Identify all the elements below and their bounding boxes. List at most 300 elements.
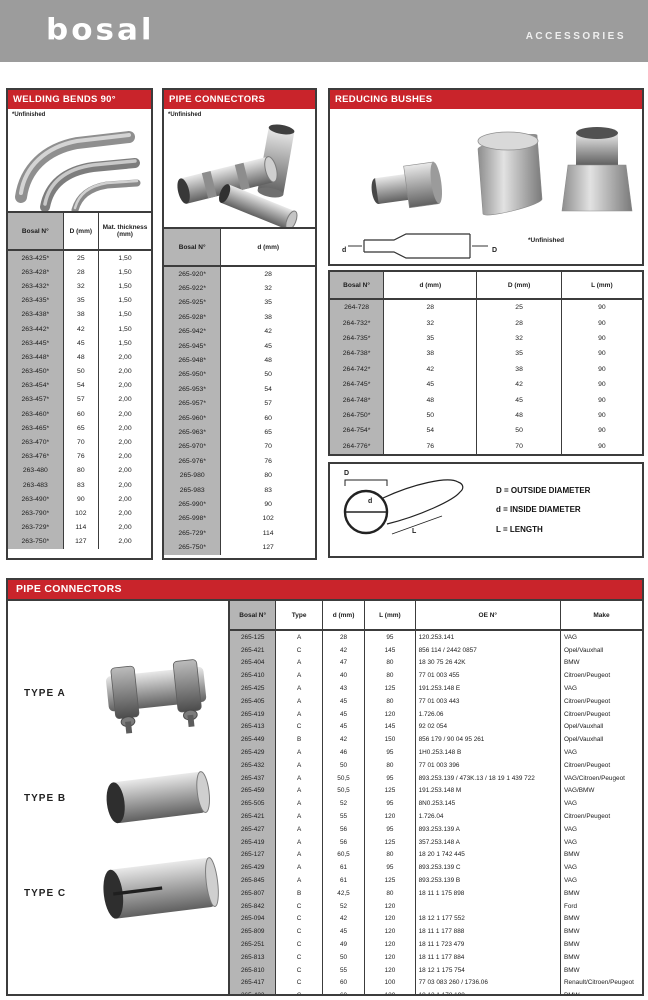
table-cell: 38 xyxy=(477,362,561,377)
table-cell: BMW xyxy=(560,887,642,900)
table-cell: VAG xyxy=(560,874,642,887)
table-cell: 856 114 / 2442 0857 xyxy=(415,644,560,657)
panel-reducing-bushes xyxy=(328,88,644,266)
table-cell: 150 xyxy=(365,733,415,746)
table-cell: 70 xyxy=(63,435,98,449)
table-cell: 35 xyxy=(221,296,315,310)
column-header: Type xyxy=(276,601,322,630)
table-cell: VAG xyxy=(560,797,642,810)
table-cell: 265-449 xyxy=(230,733,276,746)
table-cell: A xyxy=(276,657,322,670)
brand-logo: bosal xyxy=(46,12,155,48)
table-cell: 90 xyxy=(561,362,642,377)
table-row xyxy=(8,506,151,520)
table-cell: VAG xyxy=(560,823,642,836)
table-row xyxy=(230,900,642,913)
table-cell: 357.253.148 A xyxy=(415,836,560,849)
table-cell: 2,00 xyxy=(99,478,152,492)
table-cell: 80 xyxy=(365,887,415,900)
table-cell: Opel/Vauxhall xyxy=(560,721,642,734)
table-cell: A xyxy=(276,874,322,887)
table-cell: 32 xyxy=(384,315,477,330)
table-cell: 114 xyxy=(63,521,98,535)
table-cell: 56 xyxy=(322,823,364,836)
table-cell: 28 xyxy=(63,265,98,279)
table-cell: 265-925* xyxy=(164,296,221,310)
table-cell: 120 xyxy=(365,810,415,823)
table-row xyxy=(8,336,151,350)
table-cell: 265-729* xyxy=(164,526,221,540)
table-row xyxy=(8,279,151,293)
table-row xyxy=(330,299,642,315)
table-row xyxy=(330,408,642,423)
table-cell: 60 xyxy=(63,407,98,421)
table-row xyxy=(330,392,642,407)
table-cell: 56 xyxy=(322,836,364,849)
table-cell: 1,50 xyxy=(99,265,152,279)
table-header-row xyxy=(164,228,315,266)
table-cell: 76 xyxy=(221,454,315,468)
table-cell: 263-457* xyxy=(8,393,63,407)
table-cell: 120 xyxy=(365,938,415,951)
connector-types-pane xyxy=(8,601,228,994)
table-cell: 264-745* xyxy=(330,377,384,392)
table-cell: 18 11 1 177 888 xyxy=(415,925,560,938)
table-row xyxy=(164,325,315,339)
table-cell: 265-429 xyxy=(230,746,276,759)
table-cell: 55 xyxy=(322,810,364,823)
table-row xyxy=(164,440,315,454)
table-cell: A xyxy=(276,785,322,798)
table-row xyxy=(8,450,151,464)
table-row xyxy=(230,759,642,772)
table-cell: 265-970* xyxy=(164,440,221,454)
table-cell: 90 xyxy=(561,346,642,361)
pipe-connectors-main-table-wrap xyxy=(228,601,642,994)
table-cell: 265-421 xyxy=(230,810,276,823)
table-cell: 265-419 xyxy=(230,708,276,721)
table-cell: A xyxy=(276,682,322,695)
diagram-label-d: d xyxy=(342,247,347,254)
table-row xyxy=(8,308,151,322)
table-row xyxy=(164,310,315,324)
table-cell: 125 xyxy=(365,785,415,798)
section-banner: PIPE CONNECTORS xyxy=(8,580,642,601)
table-cell: A xyxy=(276,746,322,759)
table-cell: 265-998* xyxy=(164,512,221,526)
table-cell: 263-435* xyxy=(8,294,63,308)
table-row xyxy=(164,397,315,411)
table-cell: 265-980 xyxy=(164,468,221,482)
table-cell: 263-465* xyxy=(8,421,63,435)
table-cell: 856 179 / 90 04 95 261 xyxy=(415,733,560,746)
table-cell: A xyxy=(276,630,322,644)
table-cell: 125 xyxy=(365,682,415,695)
table-row xyxy=(164,540,315,554)
table-cell: 60,5 xyxy=(322,849,364,862)
table-cell: 18 20 1 742 445 xyxy=(415,849,560,862)
table-row xyxy=(164,353,315,367)
table-cell: 265-437 xyxy=(230,772,276,785)
table-cell: 120 xyxy=(365,989,415,996)
table-cell: C xyxy=(276,938,322,951)
table-cell: 50 xyxy=(384,408,477,423)
table-row xyxy=(330,315,642,330)
diagram-label-D: D xyxy=(492,247,498,254)
panel-pipe-connectors-small xyxy=(162,88,317,560)
table-cell: 50,5 xyxy=(322,772,364,785)
table-cell: 45 xyxy=(221,339,315,353)
table-cell: 125 xyxy=(365,874,415,887)
table-row xyxy=(8,435,151,449)
table-cell: 265-417 xyxy=(230,977,276,990)
column-header: OE N° xyxy=(415,601,560,630)
table-cell: 47 xyxy=(322,657,364,670)
table-cell: 100 xyxy=(365,977,415,990)
table-cell: 80 xyxy=(365,657,415,670)
table-cell: 120.253.141 xyxy=(415,630,560,644)
type-c-photo xyxy=(86,849,228,937)
table-cell: 265-928* xyxy=(164,310,221,324)
table-row xyxy=(8,535,151,549)
table-row xyxy=(330,331,642,346)
table-cell: VAG xyxy=(560,746,642,759)
legend-line-L: L = LENGTH xyxy=(496,524,543,534)
table-cell: VAG xyxy=(560,836,642,849)
table-cell: 57 xyxy=(221,397,315,411)
table-row xyxy=(330,346,642,361)
sketch-label-d: d xyxy=(368,498,373,505)
table-cell: 45 xyxy=(63,336,98,350)
reducing-bushes-table-box xyxy=(328,270,644,456)
dimension-legend-box xyxy=(328,462,644,558)
panel-welding-bends xyxy=(6,88,153,560)
table-cell: A xyxy=(276,708,322,721)
table-cell: BMW xyxy=(560,964,642,977)
table-cell: 265-404 xyxy=(230,657,276,670)
table-cell: 54 xyxy=(384,423,477,438)
table-cell: 18 11 1 723 479 xyxy=(415,938,560,951)
table-cell: 2,00 xyxy=(99,365,152,379)
table-row xyxy=(230,746,642,759)
table-row xyxy=(8,365,151,379)
table-cell: 120 xyxy=(365,964,415,977)
table-cell: 263-476* xyxy=(8,450,63,464)
table-cell: 263-432* xyxy=(8,279,63,293)
column-header: d (mm) xyxy=(384,272,477,299)
table-cell: 893.253.139 B xyxy=(415,874,560,887)
table-cell: 50 xyxy=(63,365,98,379)
table-cell: 80 xyxy=(365,695,415,708)
table-cell xyxy=(415,900,560,913)
table-cell: 1,50 xyxy=(99,336,152,350)
table-cell: Citroen/Peugeot xyxy=(560,759,642,772)
table-cell: A xyxy=(276,695,322,708)
table-row xyxy=(8,350,151,364)
table-cell: 263-460* xyxy=(8,407,63,421)
table-cell: 18 11 1 175 898 xyxy=(415,887,560,900)
table-cell: 265-750* xyxy=(164,540,221,554)
table-cell: 145 xyxy=(365,721,415,734)
table-row xyxy=(164,266,315,281)
table-cell: 2,00 xyxy=(99,521,152,535)
table-cell: 52 xyxy=(322,900,364,913)
table-cell: A xyxy=(276,836,322,849)
table-cell: 265-963* xyxy=(164,425,221,439)
table-row xyxy=(230,951,642,964)
table-row xyxy=(330,362,642,377)
table-cell: 264-732* xyxy=(330,315,384,330)
table-cell: 265-948* xyxy=(164,353,221,367)
table-cell: B xyxy=(276,733,322,746)
table-cell: 120 xyxy=(365,951,415,964)
table-row xyxy=(330,439,642,454)
table-cell: 265-425 xyxy=(230,682,276,695)
table-row xyxy=(164,454,315,468)
table-row xyxy=(230,733,642,746)
table-cell: C xyxy=(276,721,322,734)
table-row xyxy=(164,382,315,396)
table-row xyxy=(230,989,642,996)
pipe-connectors-section xyxy=(6,578,644,996)
table-cell: 263-442* xyxy=(8,322,63,336)
table-cell: 265-405 xyxy=(230,695,276,708)
table-header-row xyxy=(8,212,151,250)
table-cell: A xyxy=(276,797,322,810)
table-row xyxy=(330,377,642,392)
table-row xyxy=(230,874,642,887)
table-cell: C xyxy=(276,977,322,990)
table-row xyxy=(230,925,642,938)
table-cell: 83 xyxy=(221,483,315,497)
table-cell: VAG xyxy=(560,630,642,644)
table-cell: 40 xyxy=(322,669,364,682)
table-cell: 265-251 xyxy=(230,938,276,951)
table-cell: 95 xyxy=(365,630,415,644)
table-cell: 263-729* xyxy=(8,521,63,535)
table-cell: 265-413 xyxy=(230,721,276,734)
type-b-photo xyxy=(86,763,228,833)
table-row xyxy=(230,823,642,836)
table-cell: 35 xyxy=(477,346,561,361)
table-cell: 45 xyxy=(322,721,364,734)
sketch-label-D: D xyxy=(344,470,350,477)
table-cell: 60 xyxy=(322,977,364,990)
table-cell: 264-776* xyxy=(330,439,384,454)
table-row xyxy=(230,977,642,990)
table-cell: 18 30 75 26 42K xyxy=(415,657,560,670)
table-cell: BMW xyxy=(560,925,642,938)
table-cell: 49 xyxy=(322,938,364,951)
table-cell: 264-738* xyxy=(330,346,384,361)
table-cell: 90 xyxy=(561,315,642,330)
table-row xyxy=(8,478,151,492)
table-row xyxy=(230,964,642,977)
table-cell: 265-976* xyxy=(164,454,221,468)
table-cell: 265-953* xyxy=(164,382,221,396)
table-row xyxy=(230,682,642,695)
table-cell: 265-432 xyxy=(230,759,276,772)
table-cell: 265-922* xyxy=(164,281,221,295)
table-row xyxy=(8,393,151,407)
table-cell: 42 xyxy=(322,733,364,746)
table-cell: VAG/Citroen/Peugeot xyxy=(560,772,642,785)
table-cell: 80 xyxy=(365,759,415,772)
table-cell: Ford xyxy=(560,900,642,913)
table-row xyxy=(230,644,642,657)
table-cell: 265-807 xyxy=(230,887,276,900)
table-cell: 43 xyxy=(322,682,364,695)
table-cell: C xyxy=(276,925,322,938)
table-cell: 70 xyxy=(477,439,561,454)
table-cell: 2,00 xyxy=(99,407,152,421)
table-cell: 264-735* xyxy=(330,331,384,346)
table-cell: 90 xyxy=(63,492,98,506)
table-cell: 55 xyxy=(322,964,364,977)
reducing-bush-diagram xyxy=(342,226,502,266)
panel-title: WELDING BENDS 90° xyxy=(8,90,151,109)
table-cell: 38 xyxy=(63,308,98,322)
table-cell: 1.726.04 xyxy=(415,810,560,823)
table-cell: 50 xyxy=(221,368,315,382)
table-row xyxy=(8,250,151,265)
table-cell: 95 xyxy=(365,772,415,785)
table-cell: 65 xyxy=(63,421,98,435)
table-row xyxy=(230,785,642,798)
table-cell: Opel/Vauxhall xyxy=(560,733,642,746)
table-cell: 46 xyxy=(322,746,364,759)
table-cell: 42 xyxy=(477,377,561,392)
table-row xyxy=(230,849,642,862)
table-row xyxy=(8,265,151,279)
sketch-label-L: L xyxy=(412,528,417,535)
table-cell: 263-438* xyxy=(8,308,63,322)
table-cell: 263-750* xyxy=(8,535,63,549)
table-row xyxy=(164,497,315,511)
table-row xyxy=(8,521,151,535)
table-cell: 90 xyxy=(221,497,315,511)
table-cell: 60 xyxy=(322,989,364,996)
table-row xyxy=(230,772,642,785)
table-cell: 102 xyxy=(63,506,98,520)
column-header: Bosal N° xyxy=(164,228,221,266)
table-cell: 45 xyxy=(322,925,364,938)
table-cell: 18 11 1 177 884 xyxy=(415,951,560,964)
table-cell: C xyxy=(276,644,322,657)
table-cell: BMW xyxy=(560,989,642,996)
table-cell: 50,5 xyxy=(322,785,364,798)
table-cell: 120 xyxy=(365,708,415,721)
table-cell: 1,50 xyxy=(99,322,152,336)
table-cell: 70 xyxy=(221,440,315,454)
table-cell: 42,5 xyxy=(322,887,364,900)
table-cell: 265-942* xyxy=(164,325,221,339)
table-row xyxy=(8,421,151,435)
table-cell: 80 xyxy=(221,468,315,482)
table-cell: 28 xyxy=(322,630,364,644)
table-cell: 90 xyxy=(561,299,642,315)
table-cell: 893.253.139 C xyxy=(415,861,560,874)
table-cell: 265-845 xyxy=(230,874,276,887)
panel-title: PIPE CONNECTORS xyxy=(164,90,315,109)
table-row xyxy=(230,630,642,644)
column-header: d (mm) xyxy=(221,228,315,266)
table-row xyxy=(230,861,642,874)
table-cell: 145 xyxy=(365,644,415,657)
legend-line-d: d = INSIDE DIAMETER xyxy=(496,505,581,515)
table-cell: 52 xyxy=(322,797,364,810)
table-cell: 95 xyxy=(365,797,415,810)
table-cell: Citroen/Peugeot xyxy=(560,695,642,708)
column-header: Bosal N° xyxy=(330,272,384,299)
table-cell: BMW xyxy=(560,951,642,964)
table-cell: 2,00 xyxy=(99,535,152,549)
table-cell: 32 xyxy=(477,331,561,346)
table-cell: 264-742* xyxy=(330,362,384,377)
table-cell: 25 xyxy=(477,299,561,315)
table-cell: 18 12 1 178 198 xyxy=(415,989,560,996)
table-cell: 263-450* xyxy=(8,365,63,379)
table-cell: 2,00 xyxy=(99,350,152,364)
table-cell: VAG xyxy=(560,861,642,874)
table-cell: 8N0.253.145 xyxy=(415,797,560,810)
table-cell: 120 xyxy=(365,925,415,938)
unfinished-note: *Unfinished xyxy=(168,112,202,118)
table-cell: 61 xyxy=(322,861,364,874)
table-cell: 48 xyxy=(384,392,477,407)
table-cell: 42 xyxy=(221,325,315,339)
table-cell: C xyxy=(276,913,322,926)
table-row xyxy=(164,512,315,526)
legend-line-D: D = OUTSIDE DIAMETER xyxy=(496,486,591,496)
table-cell: 2,00 xyxy=(99,450,152,464)
table-cell: 77 01 003 396 xyxy=(415,759,560,772)
table-cell: 893.253.139 / 473K.13 / 18 19 1 439 722 xyxy=(415,772,560,785)
table-row xyxy=(164,339,315,353)
column-header: L (mm) xyxy=(365,601,415,630)
table-cell: 76 xyxy=(384,439,477,454)
table-cell: 48 xyxy=(477,408,561,423)
table-cell: A xyxy=(276,772,322,785)
table-cell: 80 xyxy=(63,464,98,478)
table-cell: BMW xyxy=(560,849,642,862)
table-cell: 18 12 1 175 754 xyxy=(415,964,560,977)
table-row xyxy=(230,721,642,734)
column-header: D (mm) xyxy=(63,212,98,250)
table-cell: C xyxy=(276,989,322,996)
table-cell: 42 xyxy=(384,362,477,377)
column-header: Bosal N° xyxy=(8,212,63,250)
table-cell: A xyxy=(276,810,322,823)
table-cell: 45 xyxy=(477,392,561,407)
type-a-photo xyxy=(86,643,228,743)
table-cell: 120 xyxy=(365,913,415,926)
table-row xyxy=(164,483,315,497)
table-row xyxy=(230,708,642,721)
type-a-label: TYPE A xyxy=(24,687,66,699)
table-cell: 191.253.148 E xyxy=(415,682,560,695)
table-cell: 265-950* xyxy=(164,368,221,382)
table-cell: 263-448* xyxy=(8,350,63,364)
table-cell: 2,00 xyxy=(99,464,152,478)
table-cell: 265-419 xyxy=(230,836,276,849)
table-cell: 265-423 xyxy=(230,989,276,996)
table-cell: 28 xyxy=(221,266,315,281)
pipe-connectors-photo xyxy=(166,121,314,227)
table-cell: 45 xyxy=(322,708,364,721)
table-cell: A xyxy=(276,823,322,836)
table-cell: 28 xyxy=(384,299,477,315)
